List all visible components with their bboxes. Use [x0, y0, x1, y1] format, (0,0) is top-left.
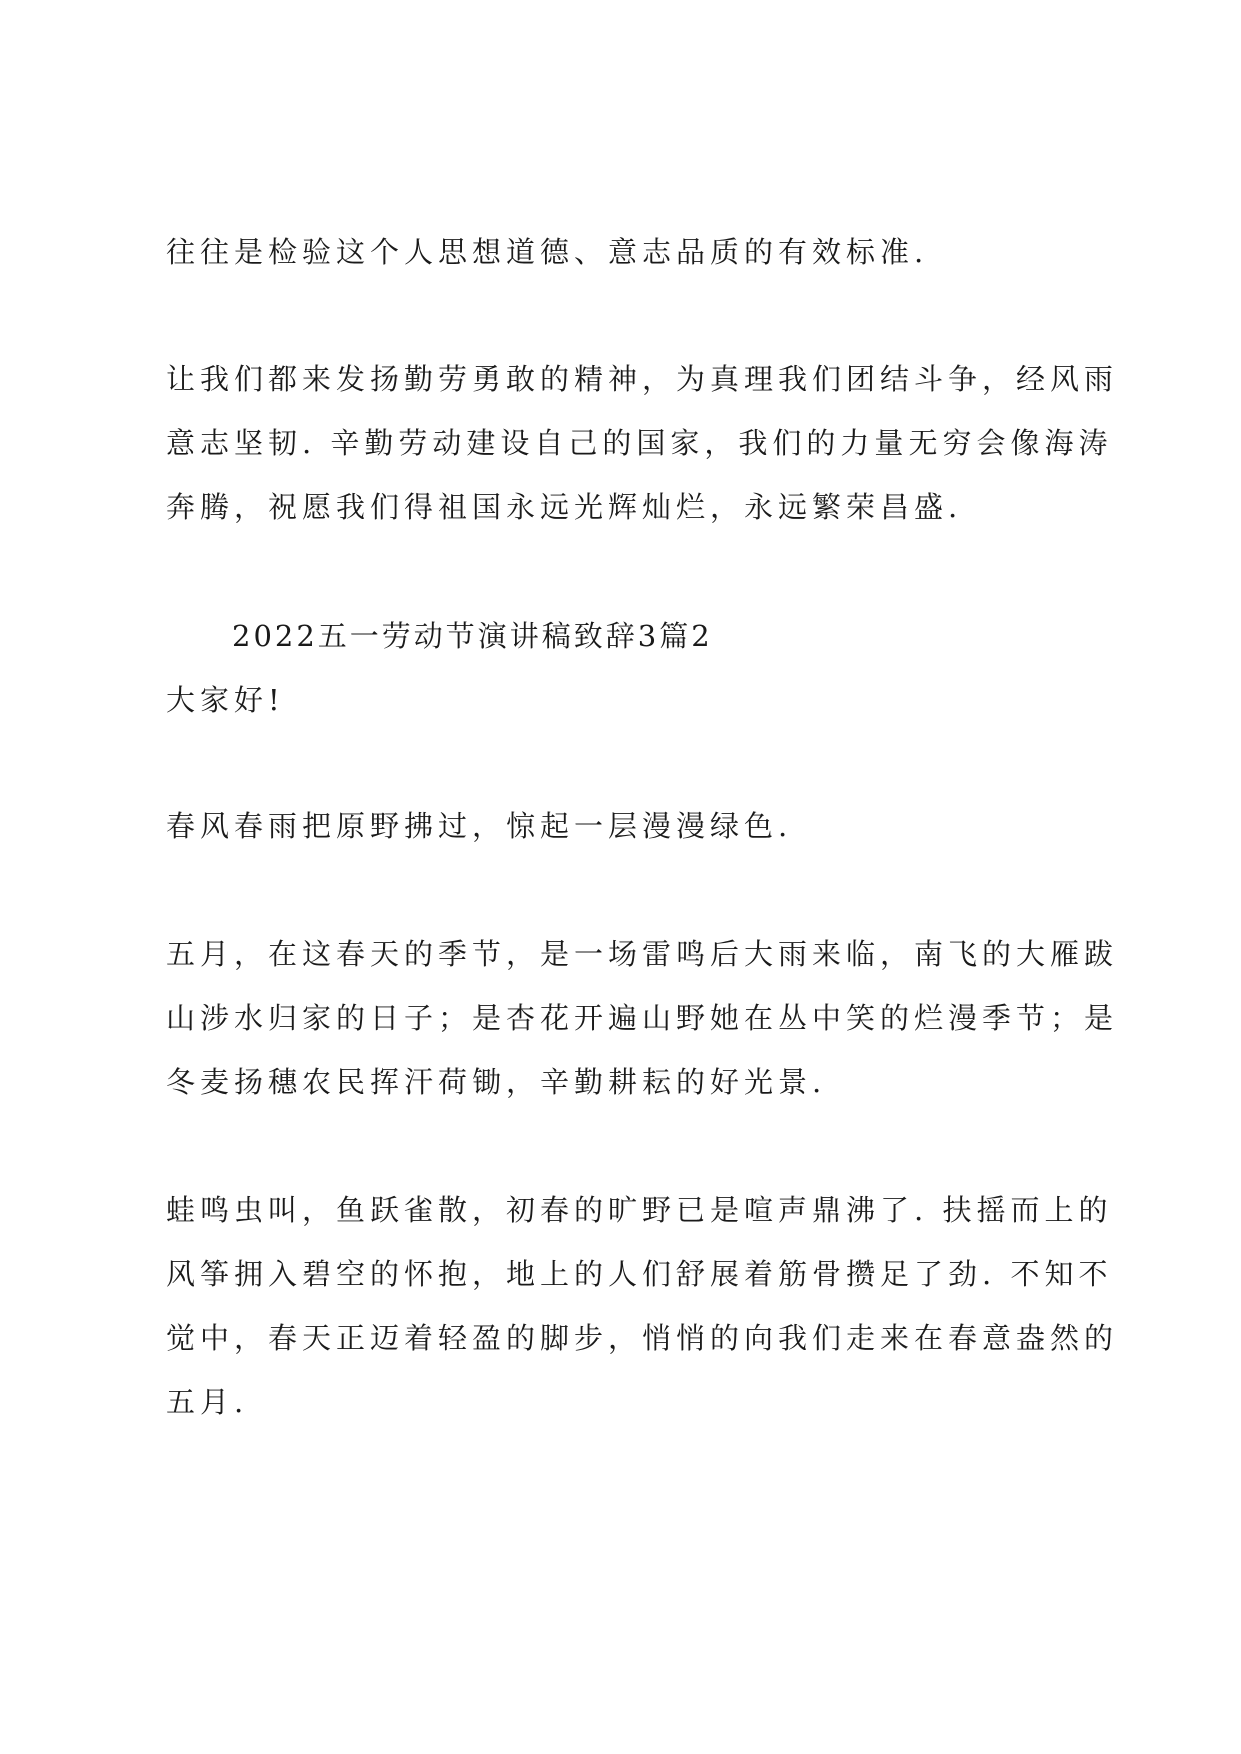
paragraph-line: 五月，在这春天的季节，是一场雷鸣后大雨来临，南飞的大雁跋	[166, 937, 1119, 971]
paragraph-line: 风筝拥入碧空的怀抱，地上的人们舒展着筋骨攒足了劲. 不知不	[166, 1257, 1113, 1291]
greeting-line: 大家好!	[166, 683, 285, 717]
paragraph-line: 蛙鸣虫叫，鱼跃雀散，初春的旷野已是喧声鼎沸了. 扶摇而上的	[166, 1193, 1113, 1227]
paragraph-line: 春风春雨把原野拂过，惊起一层漫漫绿色.	[166, 809, 793, 843]
paragraph-line: 觉中，春天正迈着轻盈的脚步，悄悄的向我们走来在春意盎然的	[166, 1321, 1119, 1355]
paragraph-line: 山涉水归家的日子；是杏花开遍山野她在丛中笑的烂漫季节；是	[166, 1001, 1119, 1035]
section-heading: 2022五一劳动节演讲稿致辞3篇2	[232, 619, 713, 653]
paragraph-line: 冬麦扬穗农民挥汗荷锄，辛勤耕耘的好光景.	[166, 1065, 827, 1099]
paragraph-line: 奔腾，祝愿我们得祖国永远光辉灿烂，永远繁荣昌盛.	[166, 490, 963, 524]
paragraph-line: 往往是检验这个人思想道德、意志品质的有效标准.	[166, 235, 929, 269]
paragraph-line: 让我们都来发扬勤劳勇敢的精神，为真理我们团结斗争，经风雨	[166, 362, 1119, 396]
paragraph-line: 五月.	[166, 1385, 249, 1419]
paragraph-line: 意志坚韧. 辛勤劳动建设自己的国家，我们的力量无穷会像海涛	[166, 426, 1113, 460]
